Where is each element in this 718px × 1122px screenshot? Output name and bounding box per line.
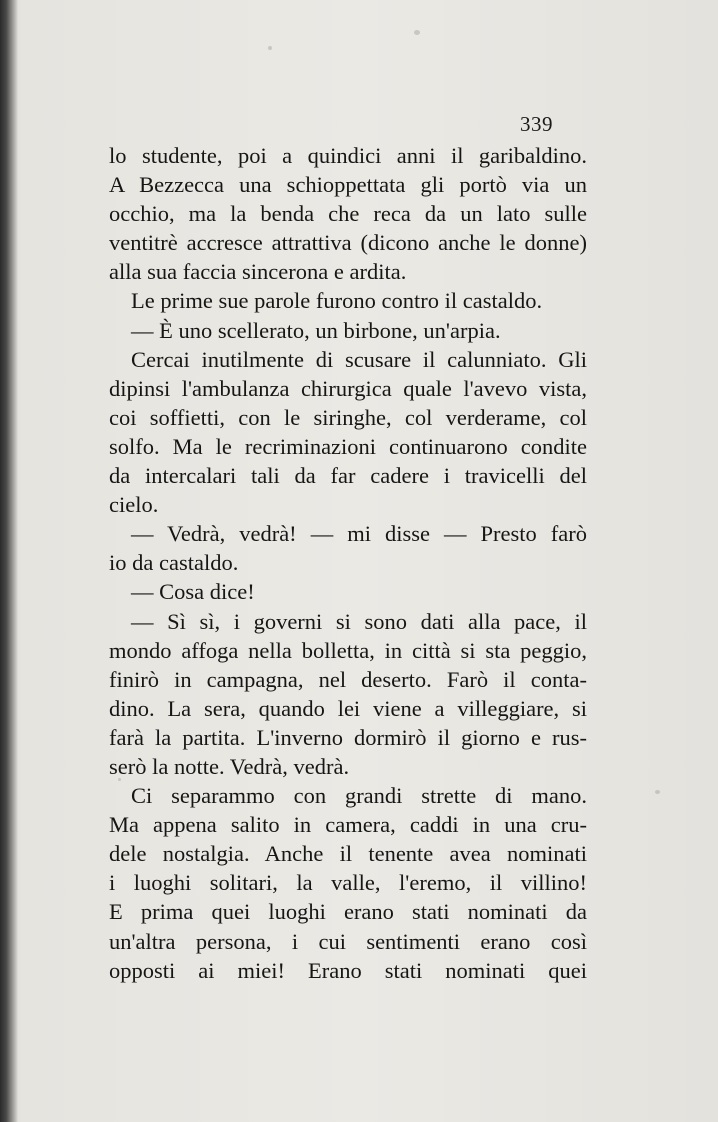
text-line: — Sì sì, i governi si sono dati alla pace, il (131, 608, 587, 634)
text-line: da intercalari tali da far cadere i travicelli del (109, 463, 587, 489)
text-line: lo studente, poi a quindici anni il garibaldino. (109, 143, 587, 168)
text-line: finirò in campagna, nel deserto. Farò il conta- (109, 666, 587, 692)
text-line: — Cosa dice! (131, 579, 255, 605)
text-line: Ci separammo con grandi strette di mano. (131, 783, 587, 809)
paper-speck (268, 46, 272, 50)
text-line: solfo. Ma le recriminazioni continuarono condite (109, 433, 587, 459)
body-text (109, 141, 587, 985)
text-line: — Vedrà, vedrà! — mi disse — Presto farò (131, 521, 587, 547)
page-number: 339 (520, 112, 553, 136)
paper-speck (414, 30, 420, 35)
text-line: coi soffietti, con le siringhe, col verderame, col (109, 404, 587, 430)
text-line: cielo. (109, 492, 159, 518)
text-line: farà la partita. L'inverno dormirò il giorno e rus- (109, 724, 587, 750)
text-line: Le prime sue parole furono contro il castaldo. (131, 288, 543, 314)
text-line: opposti ai miei! Erano stati nominati quei (109, 957, 587, 983)
text-line: io da castaldo. (109, 550, 239, 576)
text-line: un'altra persona, i cui sentimenti erano così (109, 928, 587, 954)
book-binding-shadow (0, 0, 18, 1122)
text-line: Cercai inutilmente di scusare il calunniato. Gli (131, 346, 587, 372)
text-line: ventitrè accresce attrattiva (dicono anche le donne) (109, 230, 587, 256)
text-line: — È uno scellerato, un birbone, un'arpia. (131, 317, 501, 343)
text-line: dino. La sera, quando lei viene a villeggiare, si (109, 695, 587, 721)
text-line: mondo affoga nella bolletta, in città si sta peggio, (109, 637, 587, 663)
paper-speck (655, 790, 660, 794)
text-line: alla sua faccia sincerona e ardita. (109, 259, 407, 285)
text-line: occhio, ma la benda che reca da un lato sulle (109, 201, 587, 227)
text-line: Ma appena salito in camera, caddi in una cru- (109, 812, 587, 838)
text-line: dele nostalgia. Anche il tenente avea nominati (109, 841, 587, 867)
text-line: A Bezzecca una schioppettata gli portò via un (109, 172, 587, 198)
text-line: dipinsi l'ambulanza chirurgica quale l'avevo vista, (109, 375, 587, 401)
text-line: E prima quei luoghi erano stati nominati da (109, 899, 587, 925)
text-line: i luoghi solitari, la valle, l'eremo, il villino! (109, 870, 587, 896)
text-line: serò la notte. Vedrà, vedrà. (109, 753, 350, 779)
